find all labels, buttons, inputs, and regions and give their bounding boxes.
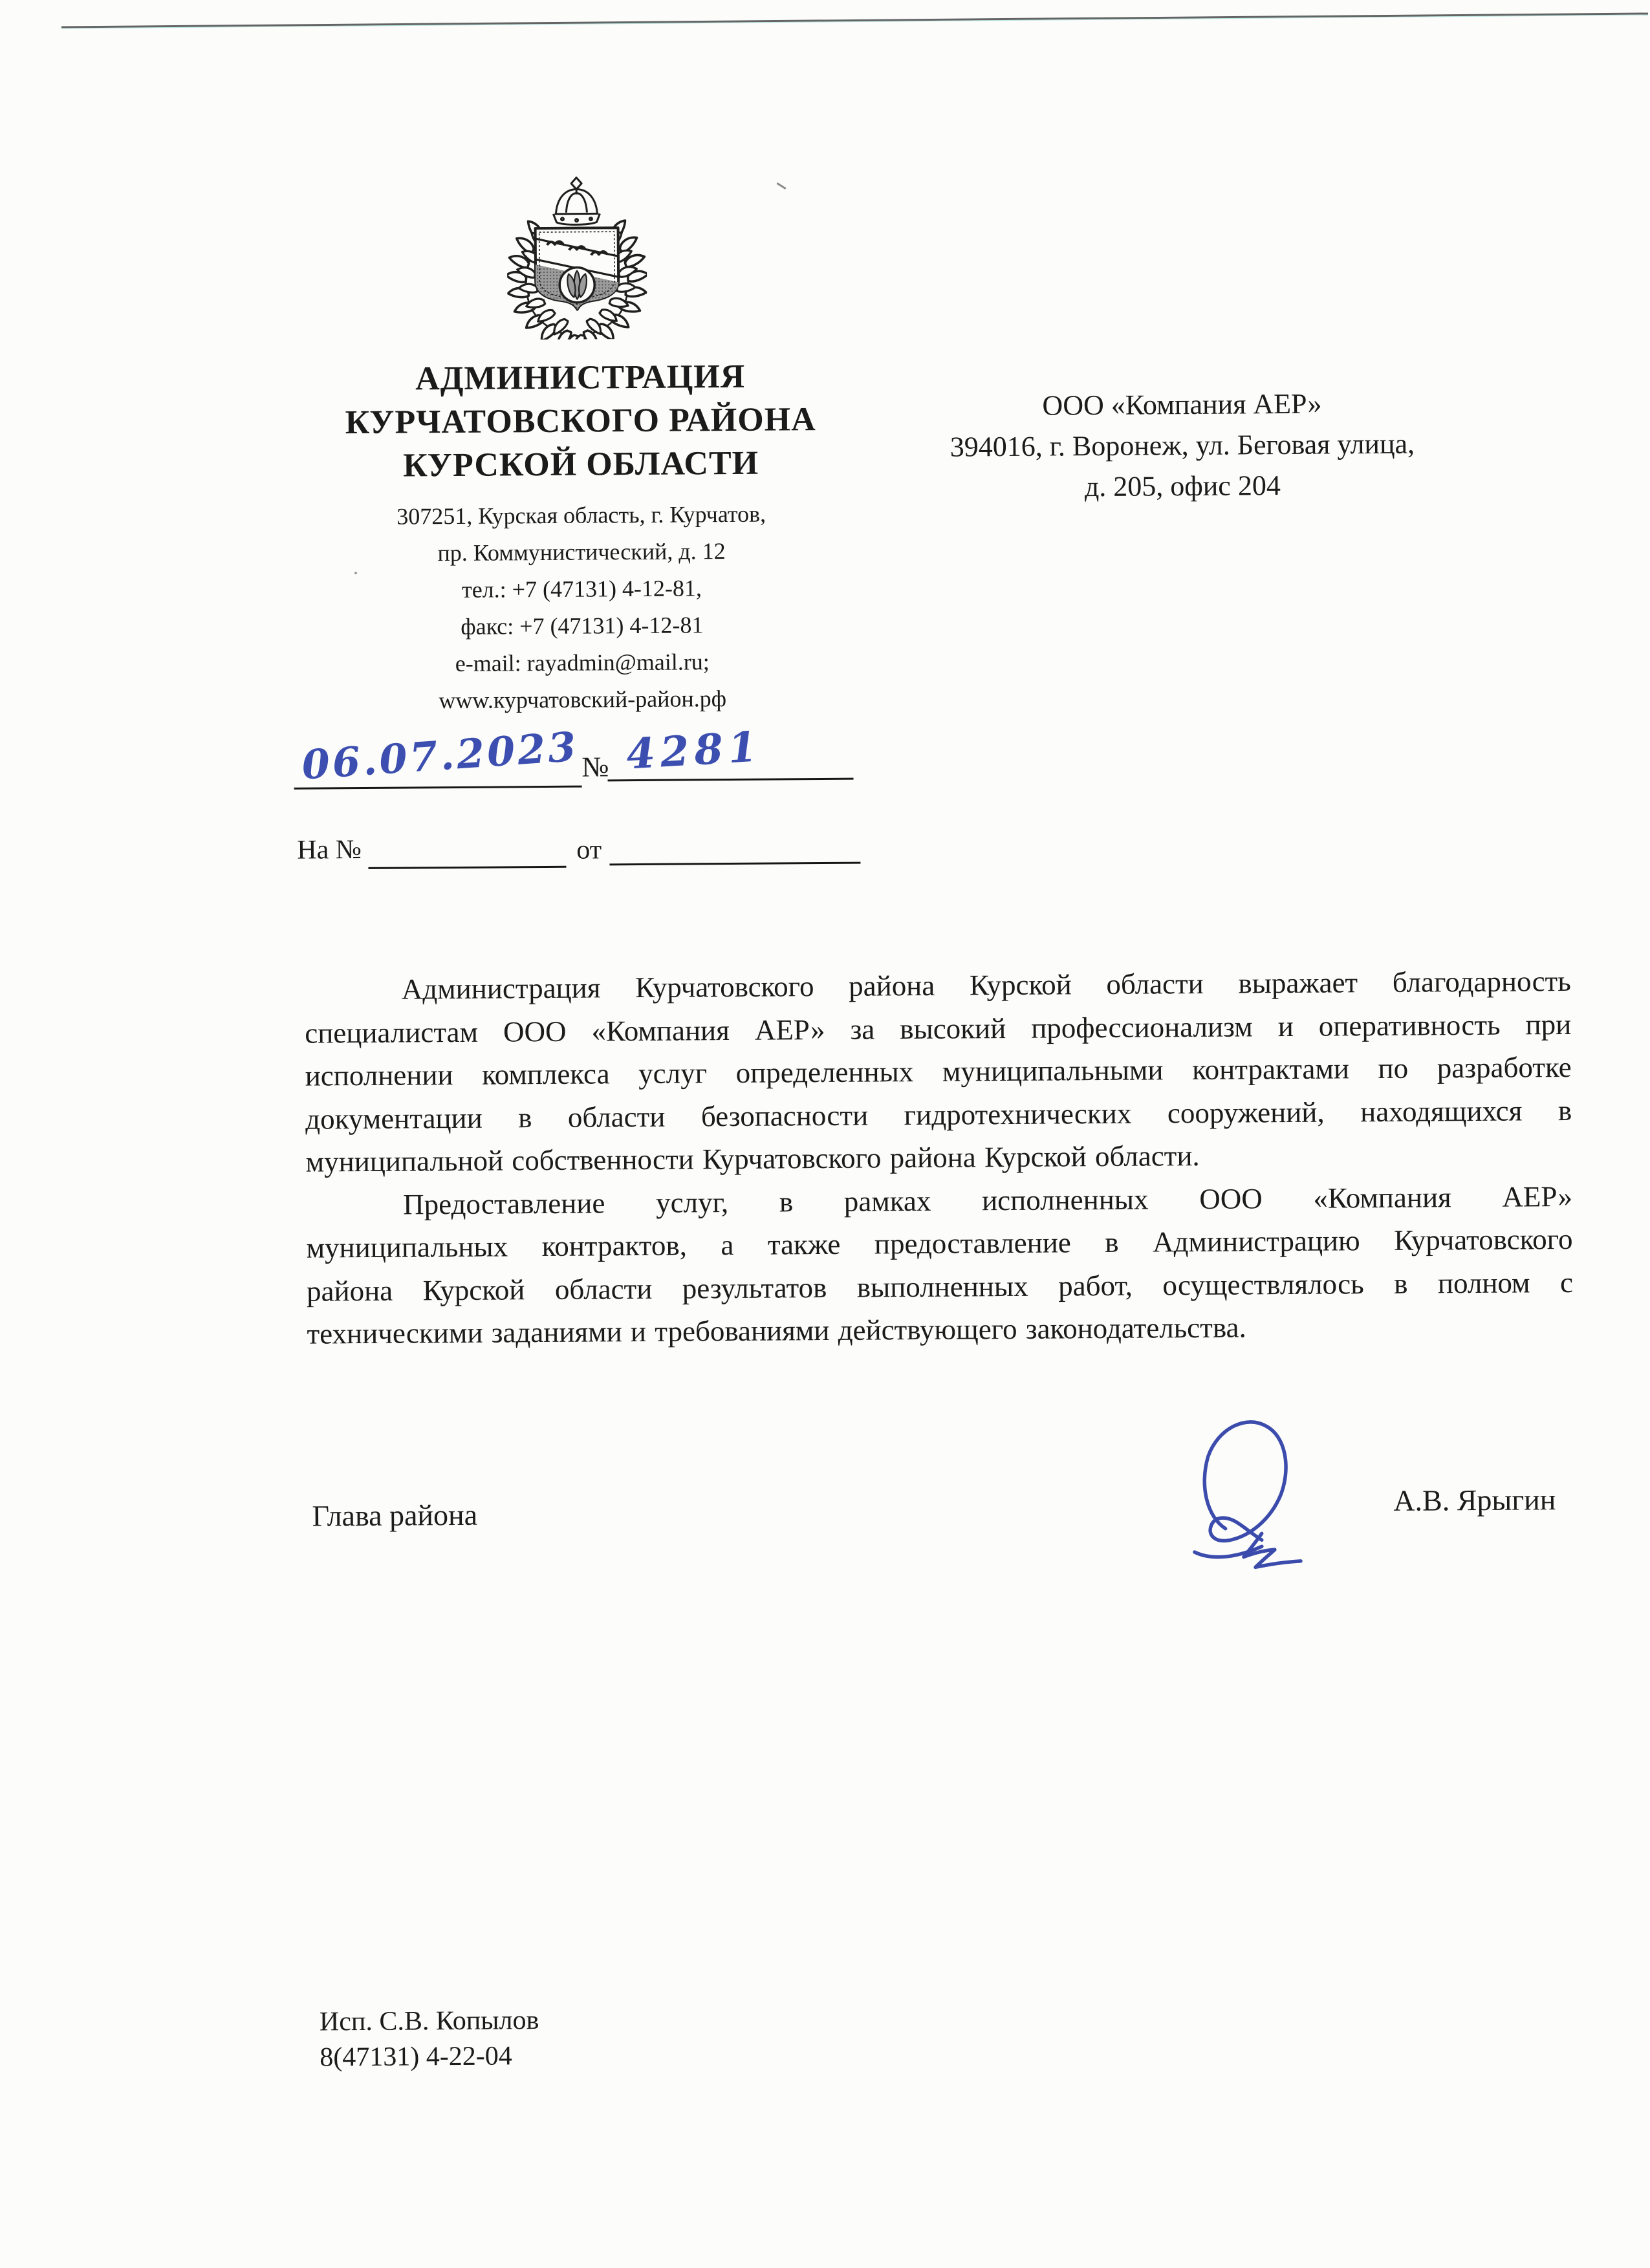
form-blank-line xyxy=(609,862,860,866)
form-blank-line xyxy=(608,778,854,782)
contact-fax-line: факс: +7 (47131) 4-12-81 xyxy=(461,612,704,640)
letter-body xyxy=(305,960,1574,1355)
contact-phone-line: тел.: +7 (47131) 4-12-81, xyxy=(461,575,702,603)
letterhead-contact-block xyxy=(290,495,873,720)
executor-phone: 8(47131) 4-22-04 xyxy=(320,2041,512,2073)
kurchatov-district-coat-of-arms-icon xyxy=(506,173,647,340)
recipient-address-line: д. 205, офис 204 xyxy=(1084,470,1281,503)
org-name-line: АДМИНИСТРАЦИЯ xyxy=(415,358,746,398)
body-line: специалистам ООО «Компания АЕР» за высокий профессионализм и оперативность при xyxy=(305,1008,1572,1050)
signature-autograph-icon xyxy=(1188,1418,1319,1574)
number-sign-label: № xyxy=(581,751,609,783)
reply-to-number-label: На № xyxy=(297,834,362,865)
body-line: района Курской области результатов выполненных работ, осуществлялось в полном с xyxy=(306,1266,1574,1308)
recipient-company-line: ООО «Компания АЕР» xyxy=(1042,387,1322,422)
signatory-name: А.В. Ярыгин xyxy=(1393,1483,1556,1517)
contact-address-line: пр. Коммунистический, д. 12 xyxy=(437,538,726,567)
body-line: Администрация Курчатовского района Курской области выражает благодарность xyxy=(401,964,1571,1006)
letterhead-org-name xyxy=(286,354,875,488)
contact-email-line: e-mail: rayadmin@mail.ru; xyxy=(455,649,710,676)
body-line: исполнении комплекса услуг определенных муниципальными контрактами по разработке xyxy=(305,1050,1572,1092)
body-line: муниципальных контрактов, а также предоставление в Администрацию Курчатовского xyxy=(306,1222,1573,1264)
recipient-address-line: 394016, г. Воронеж, ул. Беговая улица, xyxy=(950,427,1415,463)
body-line: Предоставление услуг, в рамках исполненных ООО «Компания АЕР» xyxy=(402,1180,1573,1221)
body-line: документации в области безопасности гидротехнических сооружений, находящихся в xyxy=(305,1094,1572,1136)
outgoing-date-handwritten: 06.07.2023 xyxy=(300,722,580,789)
outgoing-number-handwritten: 4281 xyxy=(625,722,764,779)
signatory-position-title: Глава района xyxy=(312,1498,478,1533)
org-name-line: КУРЧАТОВСКОГО РАЙОНА xyxy=(345,401,816,442)
contact-website-line: www.курчатовский-район.рф xyxy=(439,686,727,714)
body-line: техническими заданиями и требованиями действующего законодательства. xyxy=(307,1311,1246,1350)
executor-name: Исп. С.В. Копылов xyxy=(319,2005,539,2037)
reply-from-label: от xyxy=(576,835,602,865)
executor-block xyxy=(320,2003,539,2075)
contact-address-line: 307251, Курская область, г. Курчатов, xyxy=(396,501,766,530)
recipient-block xyxy=(874,382,1490,509)
org-name-line: КУРСКОЙ ОБЛАСТИ xyxy=(402,444,759,484)
body-line: муниципальной собственности Курчатовского района Курской области. xyxy=(305,1139,1200,1178)
form-blank-line xyxy=(368,866,566,869)
